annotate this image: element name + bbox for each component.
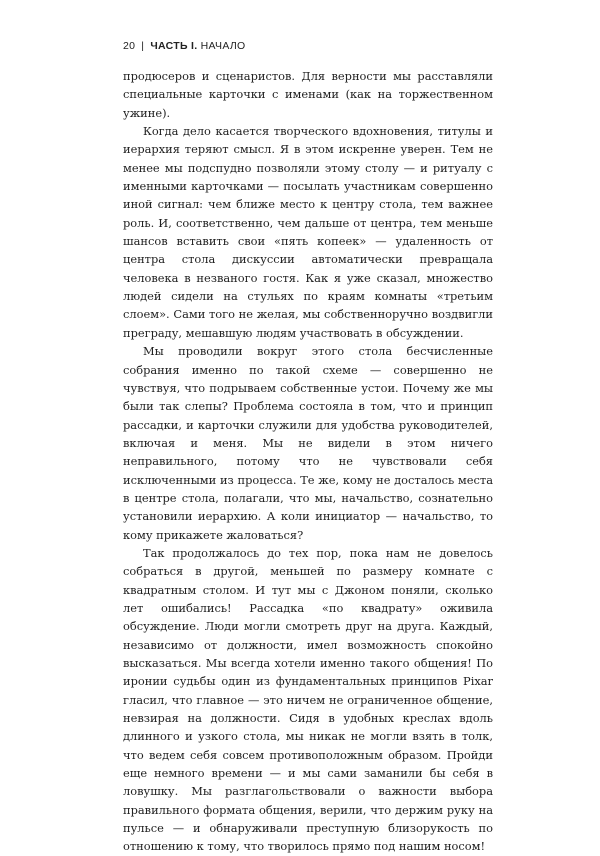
body-text: [123, 67, 493, 856]
part-label: ЧАСТЬ I.: [150, 40, 198, 52]
paragraph: Когда дело касается творческого вдохновения, титулы и иерархия теряют смысл. Я в этом искренне уверен. Тем не менее мы подспудно позволяли этому столу — и ритуалу с именными карточками — посылать участникам совершенно иной сигнал: чем ближе место к центру стола, тем важнее роль. И, соответственно, чем дальше от центра, тем меньше шансов вставить свои «пять копеек» — удаленность от центра стола дискуссии автоматически превращала человека в незваного гостя. Как я уже сказал, множество людей сидели на стульях по краям комнаты «третьим слоем». Сами того не желая, мы собственноручно воздвигли преграду, мешавшую людям участвовать в обсуждении.: [123, 124, 493, 340]
page-number: 20: [123, 40, 136, 52]
running-header: [123, 40, 246, 52]
paragraph: Так продолжалось до тех пор, пока нам не довелось собраться в другой, меньшей по размеру комнате с квадратным столом. И тут мы с Джоном поняли, сколько лет ошибались! Рассадка «по квадрату» оживила обсуждение. Люди могли смотреть друг на друга. Каждый, независимо от должности, имел возможность спокойно высказаться. Мы всегда хотели именно такого общения! По иронии судьбы один из фундаментальных принципов Pixar гласил, что главное — это ничем не ограниченное общение, невзирая на должности. Сидя в удобных креслах вдоль длинного и узкого стола, мы никак не могли взять в толк, что ведем себя совсем противоположным образом. Пройди еще немного времени — и мы сами заманили бы себя в ловушку. Мы разглагольствовали о важности выбора правильного формата общения, верили, что держим руку на пульсе — и обнаруживали преступную близорукость по отношению к тому, что творилось прямо под нашим носом!: [123, 545, 493, 854]
paragraph-continuation: продюсеров и сценаристов. Для верности мы расставляли специальные карточки с именами (как на торжественном ужине).: [123, 69, 493, 120]
header-separator: |: [141, 40, 145, 52]
chapter-title: НАЧАЛО: [200, 40, 246, 52]
paragraph: Мы проводили вокруг этого стола бесчисленные собрания именно по такой схеме — совершенно не чувствуя, что подрываем собственные устои. Почему же мы были так слепы? Проблема состояла в том, что и принцип рассадки, и карточки служили для удобства руководителей, включая и меня. Мы не видели в этом ничего неправильного, потому что не чувствовали себя исключенными из процесса. Те же, кому не досталось места в центре стола, полагали, что мы, начальство, сознательно установили иерархию. А коли инициатор — начальство, то кому прикажете жаловаться?: [123, 344, 493, 542]
